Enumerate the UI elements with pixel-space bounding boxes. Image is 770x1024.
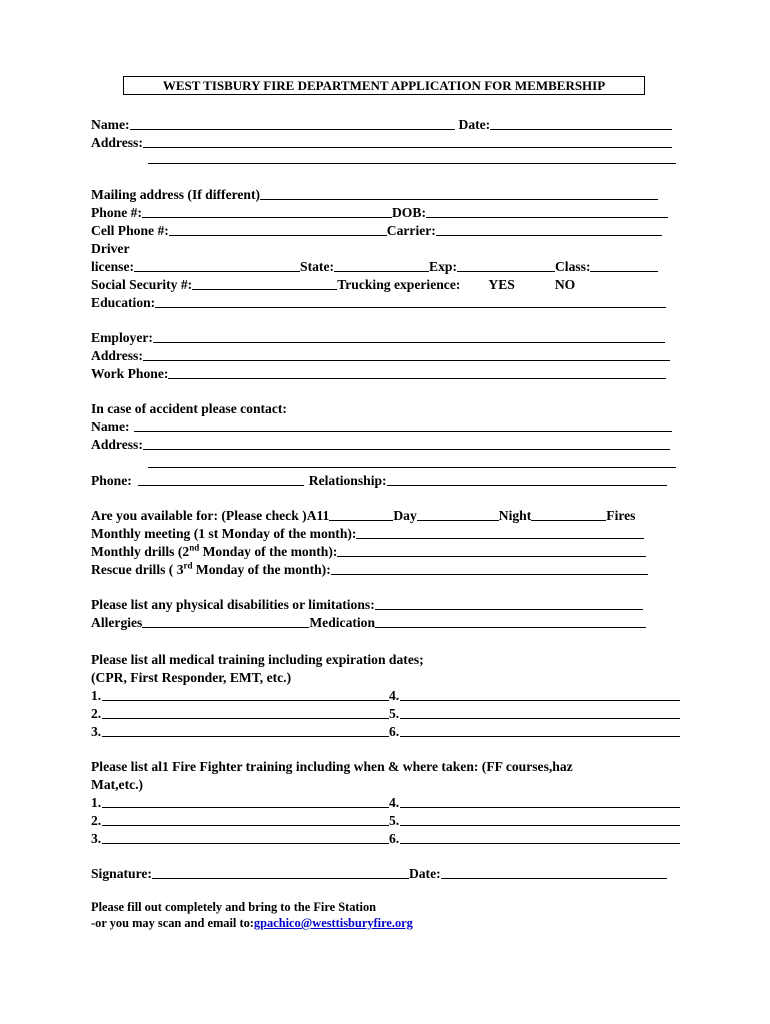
employer-address-field[interactable] bbox=[143, 347, 670, 361]
ff-training-row-1 bbox=[91, 794, 681, 812]
ff-field-6[interactable] bbox=[400, 830, 680, 844]
trucking-label: Trucking experience: bbox=[337, 277, 461, 292]
relationship-field[interactable] bbox=[387, 472, 667, 486]
education-field[interactable] bbox=[155, 294, 666, 308]
education-row bbox=[91, 294, 681, 312]
ssn-row bbox=[91, 276, 681, 294]
med-field-3[interactable] bbox=[102, 723, 389, 737]
exp-field[interactable] bbox=[457, 258, 555, 272]
footer-line-2 bbox=[91, 914, 681, 932]
ssn-field[interactable] bbox=[192, 276, 337, 290]
med-field-4[interactable] bbox=[400, 687, 680, 701]
med-field-2[interactable] bbox=[102, 705, 389, 719]
med-num-4: 4. bbox=[389, 688, 400, 703]
date-field[interactable] bbox=[490, 116, 672, 130]
ff-training-heading-cont-text: Mat,etc.) bbox=[91, 777, 144, 792]
monthly-drills-sup: nd bbox=[189, 542, 200, 553]
email-link[interactable]: gpachico@westtisburyfire.org bbox=[253, 916, 413, 930]
monthly-drills-pre: Monthly drills (2 bbox=[91, 544, 190, 559]
form-title: WEST TISBURY FIRE DEPARTMENT APPLICATION FOR MEMBERSHIP bbox=[123, 76, 645, 95]
carrier-label: Carrier: bbox=[386, 223, 436, 238]
med-num-2: 2. bbox=[91, 706, 102, 721]
emergency-name-field[interactable] bbox=[134, 418, 672, 432]
ff-num-5: 5. bbox=[389, 813, 400, 828]
rescue-drills-sup: rd bbox=[183, 560, 193, 571]
monthly-drills-field[interactable] bbox=[337, 543, 646, 557]
relationship-label: Relationship: bbox=[308, 473, 387, 488]
mailing-row bbox=[91, 186, 681, 204]
employer-address-row bbox=[91, 347, 681, 365]
allergies-field[interactable] bbox=[142, 614, 309, 628]
ff-field-4[interactable] bbox=[400, 794, 680, 808]
state-field[interactable] bbox=[334, 258, 429, 272]
availability-prompt: Are you available for: (Please check )A11 bbox=[91, 508, 330, 523]
med-num-5: 5. bbox=[389, 706, 400, 721]
name-field[interactable] bbox=[130, 116, 455, 130]
med-num-1: 1. bbox=[91, 688, 102, 703]
medical-training-row-1 bbox=[91, 687, 681, 705]
ff-field-3[interactable] bbox=[102, 830, 389, 844]
date-label: Date: bbox=[458, 117, 491, 132]
rescue-drills-row bbox=[91, 561, 681, 579]
emergency-name-row bbox=[91, 418, 681, 436]
disabilities-label: Please list any physical disabilities or limitations: bbox=[91, 597, 375, 612]
employer-row bbox=[91, 329, 681, 347]
driver-row bbox=[91, 240, 681, 258]
emergency-address-label: Address: bbox=[91, 437, 143, 452]
ff-num-3: 3. bbox=[91, 831, 102, 846]
license-field[interactable] bbox=[134, 258, 300, 272]
medical-training-heading-text: Please list all medical training including expiration dates; bbox=[91, 652, 424, 667]
ff-training-heading-cont bbox=[91, 776, 681, 794]
signature-label: Signature: bbox=[91, 866, 152, 881]
disabilities-row bbox=[91, 596, 681, 614]
emergency-heading-text: In case of accident please contact: bbox=[91, 401, 287, 416]
emergency-name-label: Name: bbox=[91, 419, 130, 434]
no-option[interactable]: NO bbox=[554, 277, 576, 292]
mailing-field[interactable] bbox=[260, 186, 658, 200]
employer-field[interactable] bbox=[153, 329, 665, 343]
ff-num-1: 1. bbox=[91, 795, 102, 810]
medical-training-subheading bbox=[91, 669, 681, 687]
med-num-6: 6. bbox=[389, 724, 400, 739]
ff-num-4: 4. bbox=[389, 795, 400, 810]
all-checkbox[interactable] bbox=[329, 507, 393, 521]
employer-label: Employer: bbox=[91, 330, 153, 345]
medical-training-heading bbox=[91, 651, 681, 669]
monthly-drills-row bbox=[91, 543, 681, 561]
phone-field[interactable] bbox=[142, 204, 392, 218]
work-phone-row bbox=[91, 365, 681, 383]
ff-training-heading-text: Please list al1 Fire Fighter training including when & where taken: (FF courses,haz bbox=[91, 759, 573, 774]
emergency-heading bbox=[91, 400, 681, 418]
rescue-drills-pre: Rescue drills ( 3 bbox=[91, 562, 184, 577]
med-field-6[interactable] bbox=[400, 723, 680, 737]
ff-training-row-2 bbox=[91, 812, 681, 830]
emergency-phone-field[interactable] bbox=[138, 472, 304, 486]
cell-label: Cell Phone #: bbox=[91, 223, 169, 238]
monthly-drills-label bbox=[91, 543, 337, 561]
allergies-row bbox=[91, 614, 681, 632]
signature-row bbox=[91, 865, 681, 883]
medical-training-row-2 bbox=[91, 705, 681, 723]
ff-field-2[interactable] bbox=[102, 812, 389, 826]
monthly-meeting-row bbox=[91, 525, 681, 543]
name-label: Name: bbox=[91, 117, 130, 132]
address-line-2[interactable] bbox=[148, 163, 676, 164]
footer-instructions: Please fill out completely and bring to the Fire Station bbox=[91, 900, 377, 914]
rescue-drills-label bbox=[91, 561, 331, 579]
ff-num-2: 2. bbox=[91, 813, 102, 828]
cell-field[interactable] bbox=[169, 222, 387, 236]
medical-training-subheading-text: (CPR, First Responder, EMT, etc.) bbox=[91, 670, 292, 685]
ff-training-row-3 bbox=[91, 830, 681, 848]
rescue-drills-field[interactable] bbox=[331, 561, 648, 575]
yes-option[interactable]: YES bbox=[488, 277, 515, 292]
dob-field[interactable] bbox=[426, 204, 668, 218]
medical-training-row-3 bbox=[91, 723, 681, 741]
driver-label: Driver bbox=[91, 241, 130, 256]
night-checkbox[interactable] bbox=[531, 507, 606, 521]
education-label: Education: bbox=[91, 295, 156, 310]
signature-date-label: Date: bbox=[408, 866, 441, 881]
night-label: Night bbox=[498, 508, 532, 523]
address-row bbox=[91, 134, 681, 152]
name-date-row bbox=[91, 116, 681, 134]
signature-field[interactable] bbox=[152, 865, 409, 879]
work-phone-field[interactable] bbox=[168, 365, 666, 379]
carrier-field[interactable] bbox=[436, 222, 662, 236]
dob-label: DOB: bbox=[391, 205, 426, 220]
ff-field-1[interactable] bbox=[102, 794, 389, 808]
monthly-meeting-label: Monthly meeting (1 st Monday of the month): bbox=[91, 526, 357, 541]
monthly-meeting-field[interactable] bbox=[356, 525, 644, 539]
ff-num-6: 6. bbox=[389, 831, 400, 846]
class-label: Class: bbox=[554, 259, 591, 274]
emergency-address-line-2[interactable] bbox=[148, 467, 676, 468]
medication-field[interactable] bbox=[375, 614, 646, 628]
allergies-label: Allergies bbox=[91, 615, 143, 630]
emergency-phone-label: Phone: bbox=[91, 473, 132, 488]
mailing-label: Mailing address (If different) bbox=[91, 187, 261, 202]
monthly-drills-post: Monday of the month): bbox=[199, 544, 338, 559]
med-num-3: 3. bbox=[91, 724, 102, 739]
emergency-address-field[interactable] bbox=[143, 436, 670, 450]
emergency-phone-row bbox=[91, 472, 681, 490]
medication-label: Medication bbox=[309, 615, 376, 630]
day-checkbox[interactable] bbox=[417, 507, 499, 521]
license-row bbox=[91, 258, 681, 276]
rescue-drills-post: Monday of the month): bbox=[192, 562, 331, 577]
phone-label: Phone #: bbox=[91, 205, 142, 220]
availability-row bbox=[91, 507, 681, 525]
state-label: State: bbox=[300, 259, 335, 274]
footer-email-prefix: -or you may scan and email to: bbox=[91, 916, 254, 930]
emergency-address-row bbox=[91, 436, 681, 454]
ff-training-heading bbox=[91, 758, 681, 776]
ssn-label: Social Security #: bbox=[91, 277, 193, 292]
signature-date-field[interactable] bbox=[441, 865, 667, 879]
license-label: license: bbox=[91, 259, 135, 274]
med-field-1[interactable] bbox=[102, 687, 389, 701]
cell-carrier-row bbox=[91, 222, 681, 240]
address-label: Address: bbox=[91, 135, 143, 150]
address-field[interactable] bbox=[143, 134, 672, 148]
work-phone-label: Work Phone: bbox=[91, 366, 169, 381]
disabilities-field[interactable] bbox=[375, 596, 643, 610]
med-field-5[interactable] bbox=[400, 705, 680, 719]
day-label: Day bbox=[393, 508, 417, 523]
fires-label: Fires bbox=[606, 508, 636, 523]
phone-dob-row bbox=[91, 204, 681, 222]
class-field[interactable] bbox=[590, 258, 658, 272]
employer-address-label: Address: bbox=[91, 348, 143, 363]
ff-field-5[interactable] bbox=[400, 812, 680, 826]
exp-label: Exp: bbox=[429, 259, 457, 274]
